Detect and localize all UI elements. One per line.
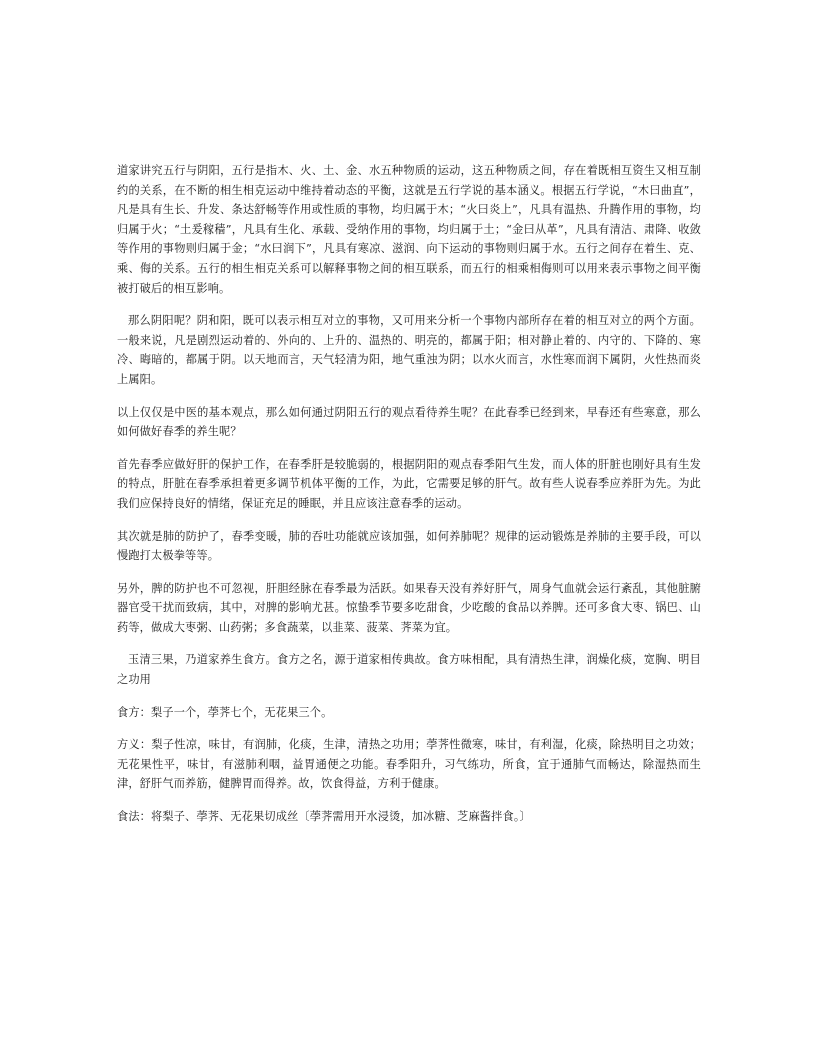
- paragraph-liver-protection: 首先春季应做好肝的保护工作，在春季肝是较脆弱的，根据阴阳的观点春季阳气生发，而人体的肝脏也刚好具有生发的特点，肝脏在春季承担着更多调节机体平衡的工作，为此，它需要足够的肝气。故有些人说春季应养肝为先。为此我们应保持良好的情绪，保证充足的睡眠，并且应该注意春季的运动。: [117, 457, 701, 510]
- paragraph-recipe-rationale: 方义：梨子性凉，味甘，有润肺，化痰，生津，清热之功用；荸荠性微寒，味甘，有利湿，化痰，除热明目之功效；无花果性平，味甘，有滋肺利咽，益胃通便之功能。春季阳升，习气练功，所食，宜于通肺气而畅达，除湿热而生津，舒肝气而养筋，健脾胃而得养。故，饮食得益，方利于健康。: [117, 738, 701, 791]
- paragraph-tcm-basic-viewpoint: 以上仅仅是中医的基本观点，那么如何通过阴阳五行的观点看待养生呢？在此春季已经到来，早春还有些寒意，那么如何做好春季的养生呢？: [117, 405, 701, 439]
- paragraph-five-elements-overview: 道家讲究五行与阴阳，五行是指木、火、土、金、水五种物质的运动，这五种物质之间，存在着既相互资生又相互制约的关系，在不断的相生相克运动中维持着动态的平衡，这就是五行学说的基本涵义。根据五行学说，“木曰曲直”，凡是具有生长、升发、条达舒畅等作用或性质的事物，均归属于木；“火曰炎上”，凡具有温热、升腾作用的事物，均归属于火；“土爰稼穑”，凡具有生化、承载、受纳作用的事物，均归属于土；“金曰从革”，凡具有清洁、肃降、收敛等作用的事物则归属于金；“水曰润下”，凡具有寒凉、滋润、向下运动的事物则归属于水。五行之间存在着生、克、乘、侮的关系。五行的相生相克关系可以解释事物之间的相互联系，而五行的相乘相侮则可以用来表示事物之间平衡被打破后的相互影响。: [117, 164, 701, 295]
- paragraph-recipe-preparation: 食法：将梨子、荸荠、无花果切成丝〔荸荠需用开水浸烫，加冰糖、芝麻酱拌食。〕: [117, 810, 531, 824]
- paragraph-recipe-ingredients: 食方：梨子一个，荸荠七个，无花果三个。: [117, 705, 333, 719]
- paragraph-lung-protection: 其次就是肺的防护了，春季变暖，肺的吞吐功能就应该加强，如何养肺呢？规律的运动锻炼是养肺的主要手段，可以慢跑打太极拳等等。: [117, 529, 701, 563]
- paragraph-yuqing-three-fruits-intro: 玉清三果，乃道家养生食方。食方之名，源于道家相传典故。食方味相配，具有清热生津，润燥化痰，宽胸、明目之功用: [117, 653, 701, 687]
- paragraph-yin-yang-explanation: 那么阴阳呢？阴和阳，既可以表示相互对立的事物，又可用来分析一个事物内部所存在着的相互对立的两个方面。一般来说，凡是剧烈运动着的、外向的、上升的、温热的、明亮的，都属于阳；相对静止着的、内守的、下降的、寒冷、晦暗的，都属于阴。以天地而言，天气轻清为阳，地气重浊为阴；以水火而言，水性寒而润下属阴，火性热而炎上属阳。: [117, 314, 701, 386]
- document-text-body: [117, 161, 701, 827]
- paragraph-spleen-protection: 另外，脾的防护也不可忽视，肝胆经脉在春季最为活跃。如果春天没有养好肝气，周身气血就会运行紊乱，其他脏腑器官受干扰而致病，其中，对脾的影响尤甚。惊蛰季节要多吃甜食，少吃酸的食品以养脾。还可多食大枣、锅巴、山药等，做成大枣粥、山药粥；多食蔬菜，以韭菜、菠菜、荠菜为宜。: [117, 581, 701, 634]
